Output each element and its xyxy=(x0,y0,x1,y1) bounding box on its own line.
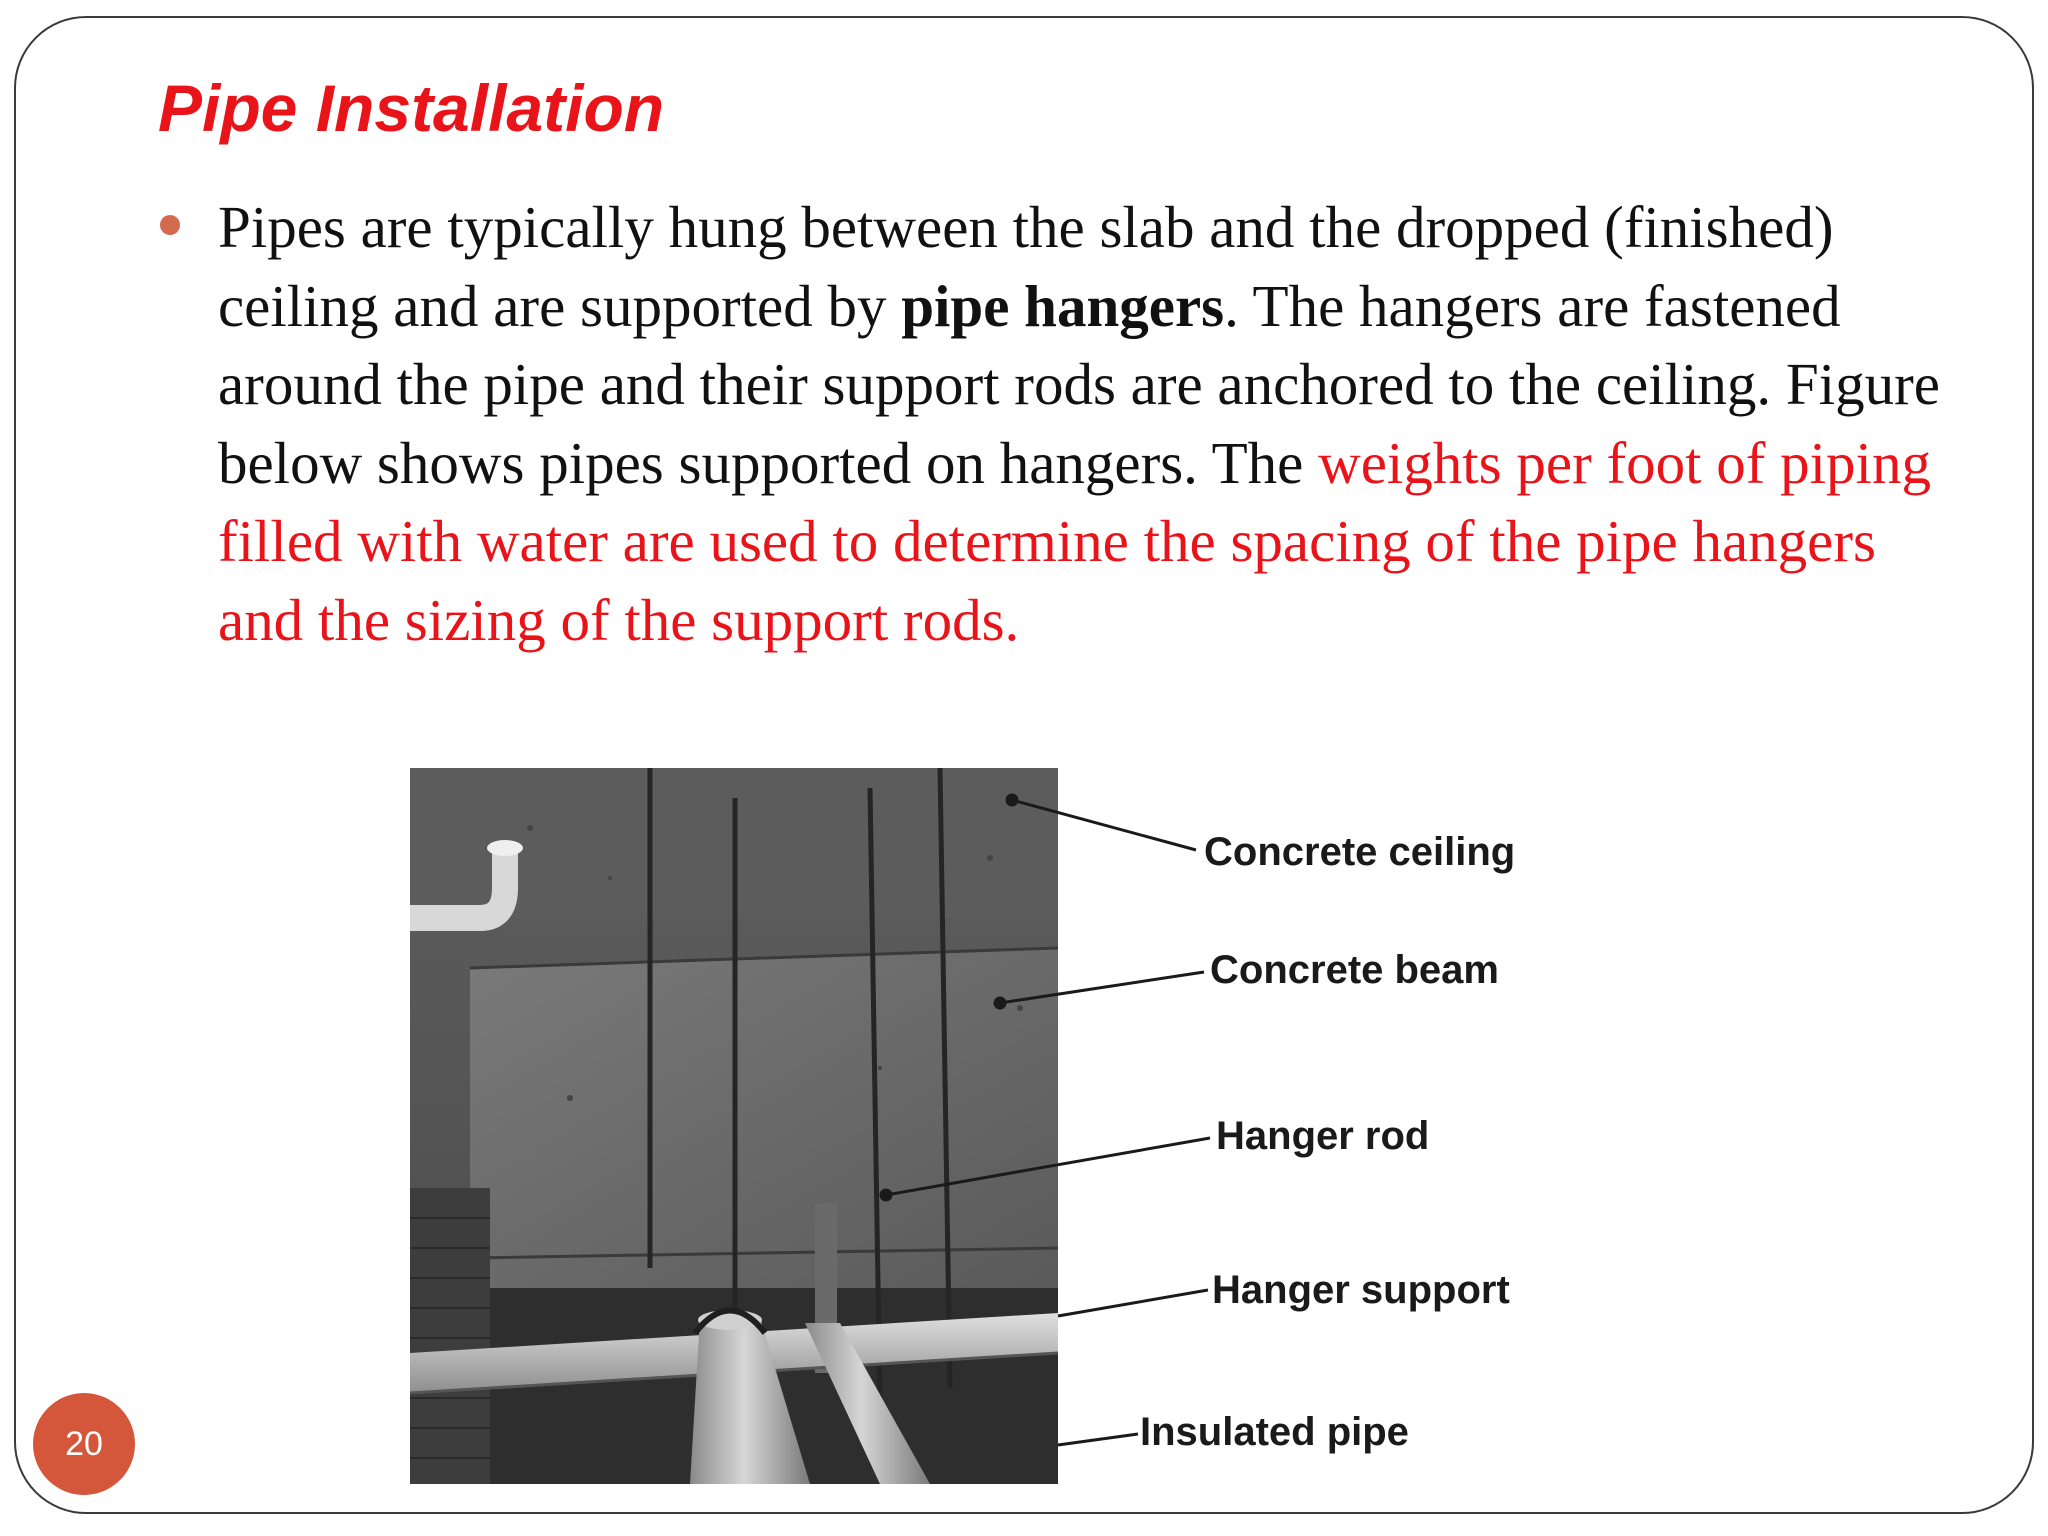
label-insulated-pipe: Insulated pipe xyxy=(1140,1410,1409,1454)
label-concrete-ceiling: Concrete ceiling xyxy=(1204,830,1516,874)
label-concrete-beam: Concrete beam xyxy=(1210,948,1499,992)
page-number-badge: 20 xyxy=(33,1393,135,1495)
bullet-text-highlight: weights per foot of piping filled with water are used to determine the spacing of the pipe hangers and the sizing of the support rods. xyxy=(218,429,1931,653)
label-hanger-rod: Hanger rod xyxy=(1216,1114,1430,1158)
label-hanger-support: Hanger support xyxy=(1212,1268,1510,1312)
pipe-installation-photo xyxy=(410,768,1058,1484)
bullet-icon xyxy=(160,215,180,235)
slide-title: Pipe Installation xyxy=(158,71,665,145)
bullet-text-part-2: . The hangers are fastened around the pipe and their support rods are anchored to the ceiling. Figure below shows pipes supported on hangers. The xyxy=(218,272,1940,496)
bullet-text-part-1: Pipes are typically hung between the slab and the dropped (finished) ceiling and are supported by xyxy=(218,194,1834,339)
bullet-text-bold: pipe hangers xyxy=(901,272,1225,339)
bullet-text xyxy=(218,188,1958,659)
